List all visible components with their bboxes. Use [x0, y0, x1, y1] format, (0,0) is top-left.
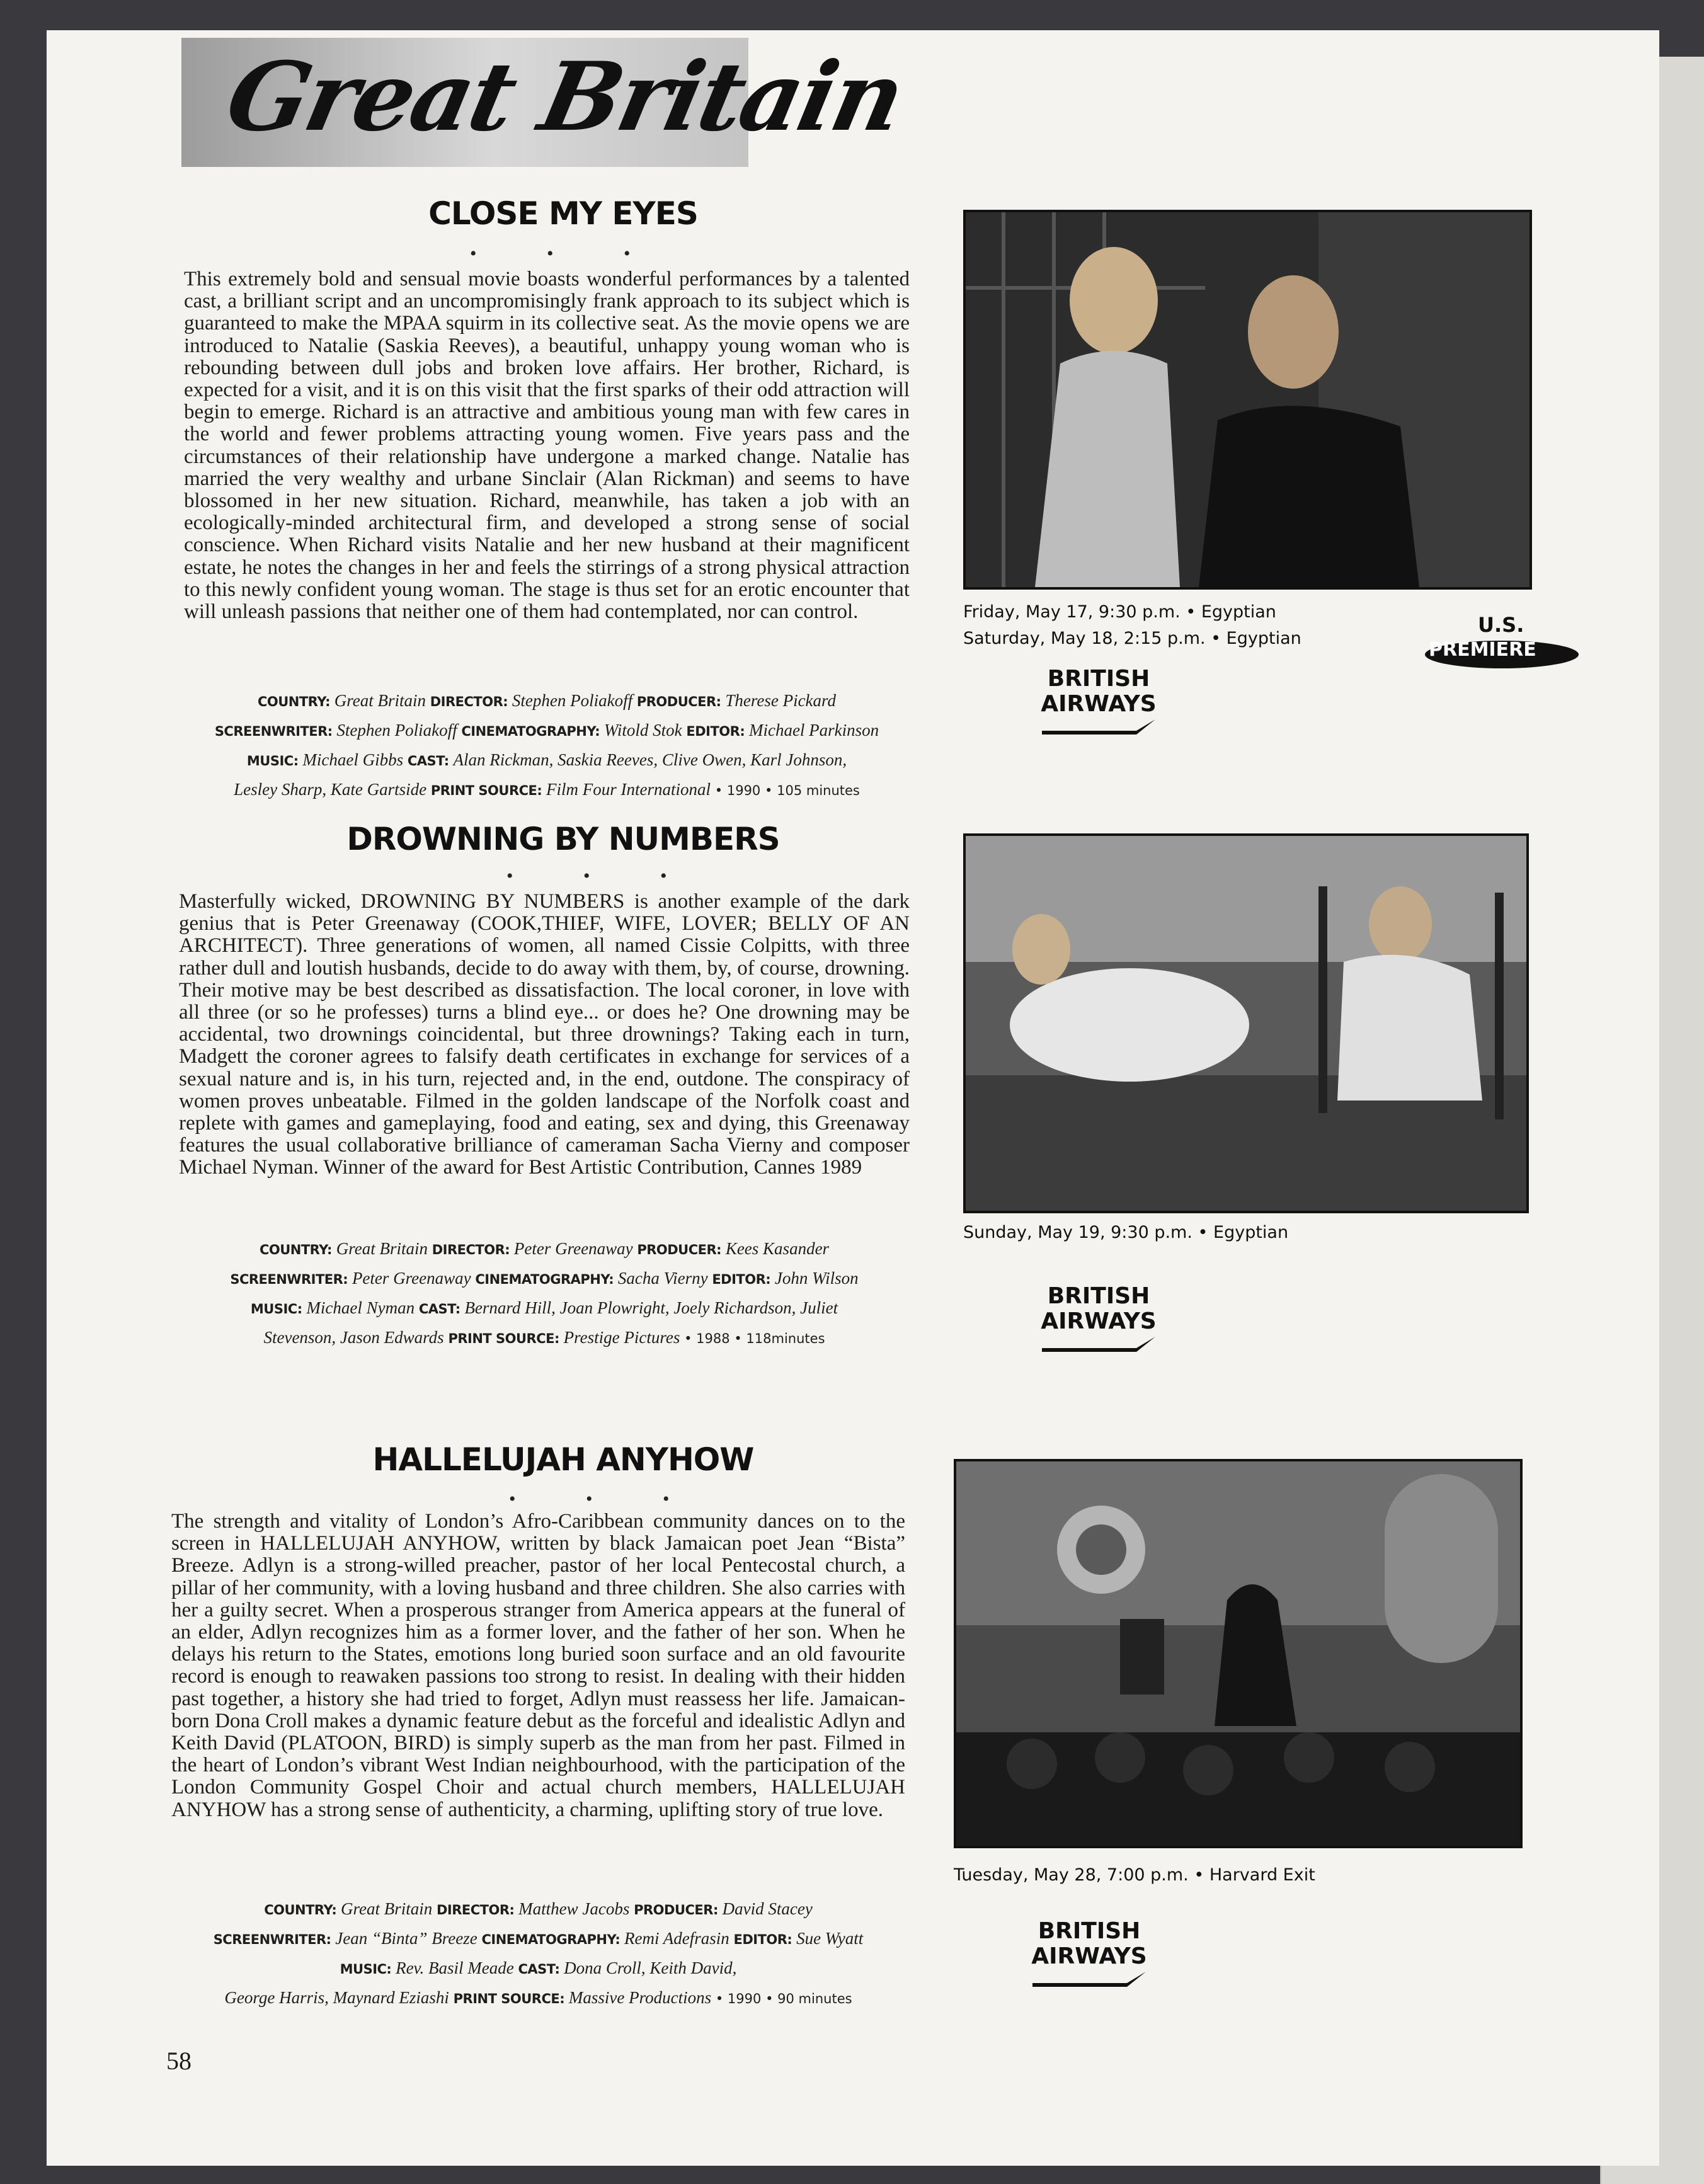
producer-value: Therese Pickard — [725, 691, 837, 710]
us-premiere-badge — [1407, 607, 1584, 676]
screenwriter-label: SCREENWRITER: — [213, 1932, 331, 1947]
film-still-image — [966, 836, 1526, 1211]
director-label: DIRECTOR: — [430, 694, 508, 709]
release-year: • 1990 — [714, 783, 761, 798]
print-source-label: PRINT SOURCE: — [448, 1331, 559, 1346]
title-dots: • • • — [506, 866, 700, 886]
screening-schedule — [963, 599, 1301, 652]
screening-time: Saturday, May 18, 2:15 p.m. • Egyptian — [963, 629, 1301, 648]
cinematography-label: CINEMATOGRAPHY: — [461, 724, 600, 739]
badge-line-2: PREMIERE — [1429, 639, 1536, 661]
credits-line — [179, 1324, 910, 1353]
producer-label: PRODUCER: — [634, 1902, 718, 1918]
cast-value: Dona Croll, Keith David, — [564, 1958, 737, 1977]
cinematography-label: CINEMATOGRAPHY: — [481, 1932, 620, 1947]
country-value: Great Britain — [336, 1239, 428, 1258]
program-page — [47, 30, 1659, 2166]
credits-line — [184, 746, 910, 775]
credits-line — [171, 1895, 905, 1924]
film-synopsis: Masterfully wicked, DROWNING BY NUMBERS is another example of the dark genius that is Peter Greenaway (COOK,THIEF, WIFE, LOVER; BELLY OF AN ARCHITECT). Three generations of women, all named Cissie Colpitts, with three rather dull and loutish husbands, decide to do away with them, by, of course, drowning. Their motive may be best described as dissatisfaction. The local coroner, in love with all three (or so he professes) turns a blind eye... or does he? One drowning may be accidental, two drownings coincidental, but three drownings? Taking each in turn, Madgett the coroner agrees to falsify death certificates in exchange for services of a sexual nature and is, in his turn, rejected and, in the end, outdone. The conspiracy of women proves unbeatable. Filmed in the golden landscape of the Norfolk coast and replete with games and gameplaying, food and eating, sex and dying, this Greenaway features the usual collaborative brilliance of cameraman Sacha Vierny and composer Michael Nyman. Winner of the award for Best Artistic Contribution, Cannes 1989 — [179, 890, 910, 1179]
film-still-image — [956, 1461, 1520, 1846]
editor-label: EDITOR: — [733, 1932, 792, 1947]
print-source-label: PRINT SOURCE: — [453, 1991, 565, 2006]
title-dots: • • • — [470, 243, 663, 264]
music-value: Michael Gibbs — [302, 750, 404, 769]
sponsor-line-1: BRITISH — [1047, 1283, 1150, 1309]
screenwriter-label: SCREENWRITER: — [214, 724, 333, 739]
credits-line — [171, 1924, 905, 1954]
sponsor-line-2: AIRWAYS — [1041, 1308, 1157, 1334]
country-value: Great Britain — [340, 1899, 433, 1918]
director-label: DIRECTOR: — [436, 1902, 515, 1918]
credits-line — [184, 687, 910, 716]
runtime: • 105 minutes — [765, 783, 860, 798]
cast-value: Bernard Hill, Joan Plowright, Joely Richardson, Juliet — [464, 1298, 838, 1317]
film-title: CLOSE MY EYES — [428, 195, 698, 232]
director-value: Peter Greenaway — [513, 1239, 633, 1258]
music-value: Michael Nyman — [306, 1298, 415, 1317]
music-label: MUSIC: — [340, 1962, 392, 1977]
screening-schedule — [954, 1862, 1315, 1889]
cinematography-value: Sacha Vierny — [617, 1269, 708, 1288]
country-label: COUNTRY: — [257, 694, 330, 709]
release-year: • 1988 — [684, 1331, 730, 1346]
credits-line — [179, 1294, 910, 1324]
director-value: Matthew Jacobs — [518, 1899, 630, 1918]
cinematography-value: Remi Adefrasin — [624, 1929, 729, 1948]
cast-label: CAST: — [418, 1301, 460, 1317]
director-label: DIRECTOR: — [432, 1242, 510, 1257]
country-label: COUNTRY: — [259, 1242, 332, 1257]
music-label: MUSIC: — [250, 1301, 302, 1317]
cinematography-value: Witold Stok — [603, 721, 682, 740]
cinematography-label: CINEMATOGRAPHY: — [475, 1272, 614, 1287]
runtime: • 118minutes — [734, 1331, 825, 1346]
runtime: • 90 minutes — [765, 1991, 852, 2006]
country-label: COUNTRY: — [264, 1902, 337, 1918]
film-credits — [184, 687, 910, 805]
director-value: Stephen Poliakoff — [512, 691, 633, 710]
cast-value-continued: Lesley Sharp, Kate Gartside — [234, 780, 427, 799]
cast-label: CAST: — [518, 1962, 560, 1977]
print-source-value: Prestige Pictures — [563, 1328, 680, 1347]
speedmarque-icon — [1042, 1334, 1162, 1353]
country-value: Great Britain — [334, 691, 426, 710]
film-credits — [171, 1895, 905, 2013]
editor-value: John Wilson — [774, 1269, 859, 1288]
film-synopsis: The strength and vitality of London’s Afro-Caribbean community dances on to the screen in HALLELUJAH ANYHOW, written by black Jamaican poet Jean “Bista” Breeze. Adlyn is a strong-willed preacher, pastor of her local Pentecostal church, a pillar of her community, with a loving husband and three children. She also carries with her a guilty secret. When a prosperous stranger from America appears at the funeral of an elder, Adlyn recognizes him as a former lover, and the father of her son. When he delays his return to the States, emotions long buried soon surface and an old favourite record is enough to reawaken passions too strong to resist. In dealing with their hidden past together, a history she had tried to forget, Adlyn must reassess her life. Jamaican-born Dona Croll makes a dynamic feature debut as the forceful and idealistic Adlyn and Keith David (PLATOON, BIRD) is simply superb as the man from her past. Filmed in the heart of London’s vibrant West Indian neighbourhood, with the participation of the London Community Gospel Choir and actual church members, HALLELUJAH ANYHOW has a strong sense of authenticity, a charming, uplifting story of true love. — [171, 1510, 905, 1821]
film-title: HALLELUJAH ANYHOW — [372, 1441, 754, 1478]
release-year: • 1990 — [715, 1991, 762, 2006]
producer-label: PRODUCER: — [636, 694, 721, 709]
film-still-photo — [963, 833, 1529, 1213]
film-title: DROWNING BY NUMBERS — [346, 821, 780, 857]
speedmarque-icon — [1042, 717, 1162, 736]
editor-value: Michael Parkinson — [748, 721, 879, 740]
editor-label: EDITOR: — [686, 724, 745, 739]
credits-line — [184, 716, 910, 746]
cast-value-continued: George Harris, Maynard Eziashi — [224, 1988, 449, 2007]
screening-time: Sunday, May 19, 9:30 p.m. • Egyptian — [963, 1223, 1289, 1242]
sponsor-line-2: AIRWAYS — [1041, 691, 1157, 717]
editor-value: Sue Wyatt — [796, 1929, 864, 1948]
credits-line — [184, 775, 910, 805]
music-label: MUSIC: — [246, 753, 299, 769]
credits-line — [179, 1264, 910, 1294]
screenwriter-value: Peter Greenaway — [352, 1269, 471, 1288]
producer-value: David Stacey — [722, 1899, 813, 1918]
cast-label: CAST: — [407, 753, 449, 769]
title-dots: • • • — [509, 1489, 702, 1509]
print-source-value: Film Four International — [546, 780, 711, 799]
producer-value: Kees Kasander — [725, 1239, 830, 1258]
film-still-image — [966, 212, 1530, 587]
print-source-label: PRINT SOURCE: — [430, 783, 542, 798]
producer-label: PRODUCER: — [637, 1242, 722, 1257]
badge-line-1: U.S. — [1478, 613, 1524, 637]
speedmarque-icon — [1032, 1969, 1152, 1988]
credits-line — [171, 1954, 905, 1984]
cast-value: Alan Rickman, Saskia Reeves, Clive Owen, Karl Johnson, — [453, 750, 847, 769]
credits-line — [179, 1235, 910, 1264]
screenwriter-label: SCREENWRITER: — [230, 1272, 348, 1287]
film-synopsis: This extremely bold and sensual movie boasts wonderful performances by a talented cast, a brilliant script and an uncompromisingly frank approach to its subject which is guaranteed to make the MPAA squirm in its collective seat. As the movie opens we are introduced to Natalie (Saskia Reeves), a beautiful, unhappy young woman who is rebounding between dull jobs and broken love affairs. Her brother, Richard, is expected for a visit, and it is on this visit that the first sparks of their odd attraction will begin to emerge. Richard is an attractive and ambitious young man with few cares in the world and fewer problems attracting young women. Five years pass and the circumstances of their relationship have undergone a marked change. Natalie has married the very wealthy and urbane Sinclair (Alan Rickman) and seems to have blossomed in her new situation. Richard, meanwhile, has taken a job with an ecologically-minded architectural firm, and developed a strong sense of social conscience. When Richard visits Natalie and her new husband at their magnificent estate, he notes the changes in her and feels the stirrings of a strong physical attraction to this newly confident young woman. The stage is thus set for an erotic encounter that will unleash passions that neither one of them had contemplated, nor can control. — [184, 268, 910, 624]
film-still-photo — [963, 210, 1532, 590]
page-number: 58 — [166, 2047, 192, 2075]
screening-schedule — [963, 1220, 1288, 1246]
screenwriter-value: Stephen Poliakoff — [336, 721, 457, 740]
sponsor-line-1: BRITISH — [1047, 666, 1150, 692]
editor-label: EDITOR: — [712, 1272, 771, 1287]
screenwriter-value: Jean “Binta” Breeze — [335, 1929, 477, 1948]
screening-time: Friday, May 17, 9:30 p.m. • Egyptian — [963, 602, 1276, 622]
credits-line — [171, 1984, 905, 2013]
print-source-value: Massive Productions — [568, 1988, 712, 2007]
film-credits — [179, 1235, 910, 1353]
british-airways-logo — [1020, 1919, 1158, 1969]
sponsor-line-1: BRITISH — [1038, 1918, 1141, 1944]
british-airways-logo — [1029, 666, 1168, 717]
british-airways-logo — [1029, 1284, 1168, 1334]
cast-value-continued: Stevenson, Jason Edwards — [263, 1328, 444, 1347]
music-value: Rev. Basil Meade — [396, 1958, 514, 1977]
section-header-title: Great Britain — [217, 42, 912, 152]
film-still-photo — [954, 1459, 1523, 1848]
screening-time: Tuesday, May 28, 7:00 p.m. • Harvard Exit — [954, 1865, 1315, 1885]
sponsor-line-2: AIRWAYS — [1031, 1943, 1147, 1969]
